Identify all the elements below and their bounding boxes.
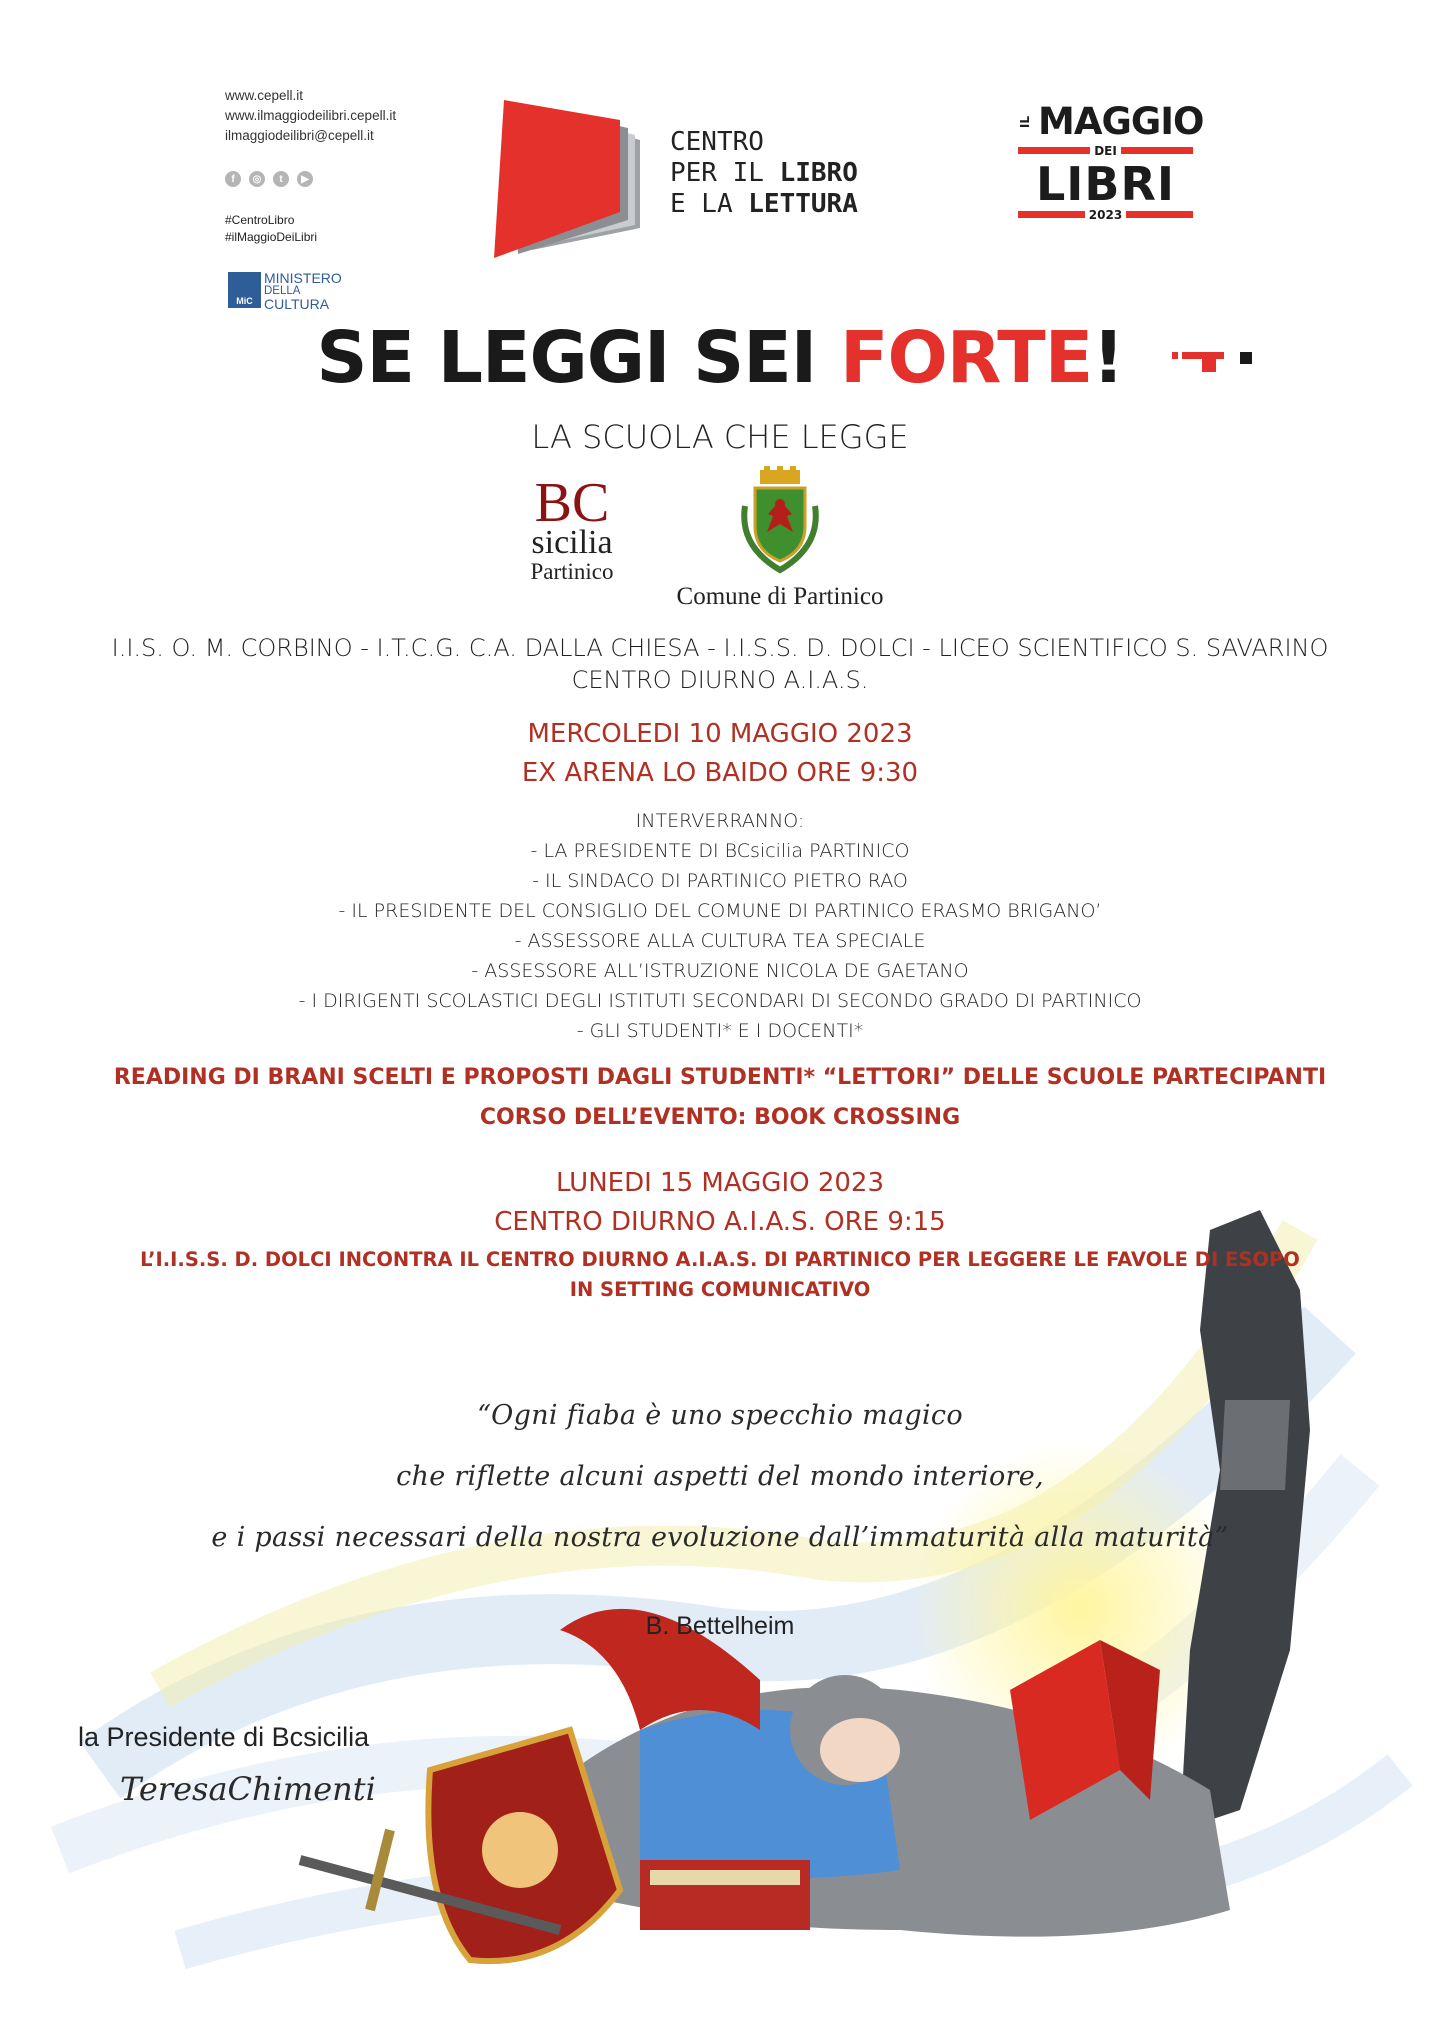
cepell-line: PER IL [670, 158, 780, 188]
hashtag: #ilMaggioDeiLibri [225, 230, 318, 244]
ministero-cultura-logo [228, 272, 342, 311]
speaker-item: - IL PRESIDENTE DEL CONSIGLIO DEL COMUNE DI PARTINICO ERASMO BRIGANO’ [338, 900, 1102, 922]
signature-role: la Presidente di Bcsicilia [78, 1722, 370, 1752]
website-link[interactable]: www.cepell.it [225, 88, 304, 103]
maggio-dei: DEI [1094, 144, 1117, 158]
dolci-line: L’I.I.S.S. D. DOLCI INCONTRA IL CENTRO DIURNO A.I.A.S. DI PARTINICO PER LEGGERE LE FAVOLE DI ESOPO [140, 1248, 1300, 1271]
title-part: SE LEGGI SEI [316, 316, 840, 399]
maggio-word: MAGGIO [1038, 100, 1204, 143]
event1-place: EX ARENA LO BAIDO ORE 9:30 [521, 758, 919, 788]
event2-place: CENTRO DIURNO A.I.A.S. ORE 9:15 [494, 1207, 946, 1237]
event1-date: MERCOLEDI 10 MAGGIO 2023 [527, 719, 913, 749]
red-dash-decoration [1172, 350, 1257, 374]
maggio-libri: LIBRI [1035, 157, 1176, 211]
cepell-wordmark [670, 127, 858, 220]
maggio-il: IL [1018, 115, 1032, 129]
speaker-item: - IL SINDACO DI PARTINICO PIETRO RAO [532, 870, 908, 892]
hashtag: #CentroLibro [225, 213, 295, 227]
quote-line: “Ogni fiaba è uno specchio magico [477, 1400, 963, 1431]
maggio-year: 2023 [1088, 208, 1123, 222]
mic-badge: MiC [228, 272, 261, 308]
signature-name: TeresaChimenti [120, 1770, 376, 1808]
quote-line: che riflette alcuni aspetti del mondo interiore, [396, 1461, 1044, 1492]
quote-line: e i passi necessari della nostra evoluzione dall’immaturità alla maturità” [211, 1522, 1229, 1553]
cepell-line: CENTRO [670, 127, 764, 157]
ministero-line: DELLA [264, 285, 301, 297]
instagram-icon[interactable]: ◎ [249, 171, 265, 187]
event2 [0, 1164, 1440, 1242]
ministero-line: MINISTERO [264, 270, 342, 286]
schools-line: I.I.S. O. M. CORBINO - I.T.C.G. C.A. DALLA CHIESA - I.I.S.S. D. DOLCI - LICEO SCIENTIFICO S. SAVARINO [111, 634, 1329, 662]
coat-of-arms-icon [735, 466, 825, 576]
title-part: ! [1092, 316, 1124, 399]
speaker-item: - GLI STUDENTI* E I DOCENTI* [576, 1020, 864, 1042]
cepell-line-bold: LETTURA [748, 189, 858, 219]
cepell-book-logo [490, 100, 660, 260]
cepell-line-bold: LIBRO [779, 158, 858, 188]
facebook-icon[interactable]: f [225, 171, 241, 187]
quote [0, 1385, 1440, 1568]
cepell-line: E LA [670, 189, 749, 219]
reading-line: CORSO DELL’EVENTO: BOOK CROSSING [479, 1105, 961, 1130]
maggio-website-link[interactable]: www.ilmaggiodeilibri.cepell.it [225, 108, 397, 123]
dolci-line: IN SETTING COMUNICATIVO [569, 1278, 871, 1301]
speaker-item: - ASSESSORE ALL’ISTRUZIONE NICOLA DE GAETANO [471, 960, 969, 982]
comune-label: Comune di Partinico [676, 583, 884, 610]
bc-city: Partinico [530, 559, 614, 584]
youtube-icon[interactable]: ▶ [297, 171, 313, 187]
contact-info [225, 86, 396, 146]
social-icons [225, 171, 313, 187]
dolci-event-info [0, 1245, 1440, 1305]
subtitle: LA SCUOLA CHE LEGGE [531, 418, 909, 456]
reading-info [0, 1058, 1440, 1138]
reading-line: READING DI BRANI SCELTI E PROPOSTI DAGLI STUDENTI* “LETTORI” DELLE SCUOLE PARTECIPANTI [113, 1065, 1327, 1090]
ministero-line: CULTURA [264, 296, 330, 312]
speakers-heading: INTERVERRANNO: [635, 810, 805, 832]
hashtags [225, 212, 317, 246]
quote-author: B. Bettelheim [645, 1612, 795, 1640]
comune-partinico-logo [668, 466, 892, 611]
bc-letters: BC [534, 472, 610, 534]
title-forte: FORTE [839, 316, 1093, 399]
speakers-list [0, 806, 1440, 1046]
speaker-item: - ASSESSORE ALLA CULTURA TEA SPECIALE [514, 930, 926, 952]
bc-sicilia: sicilia [531, 524, 613, 561]
speaker-item: - I DIRIGENTI SCOLASTICI DEGLI ISTITUTI SECONDARI DI SECONDO GRADO DI PARTINICO [298, 990, 1142, 1012]
schools-list [0, 632, 1440, 696]
bcsicilia-logo [512, 472, 632, 586]
twitter-icon[interactable]: t [273, 171, 289, 187]
event2-date: LUNEDI 15 MAGGIO 2023 [555, 1168, 885, 1198]
maggio-dei-libri-logo [1018, 100, 1204, 222]
event1 [0, 715, 1440, 793]
email-link[interactable]: ilmaggiodeilibri@cepell.it [225, 128, 374, 143]
speaker-item: - LA PRESIDENTE DI BCsicilia PARTINICO [530, 840, 910, 862]
schools-line: CENTRO DIURNO A.I.A.S. [571, 666, 869, 694]
